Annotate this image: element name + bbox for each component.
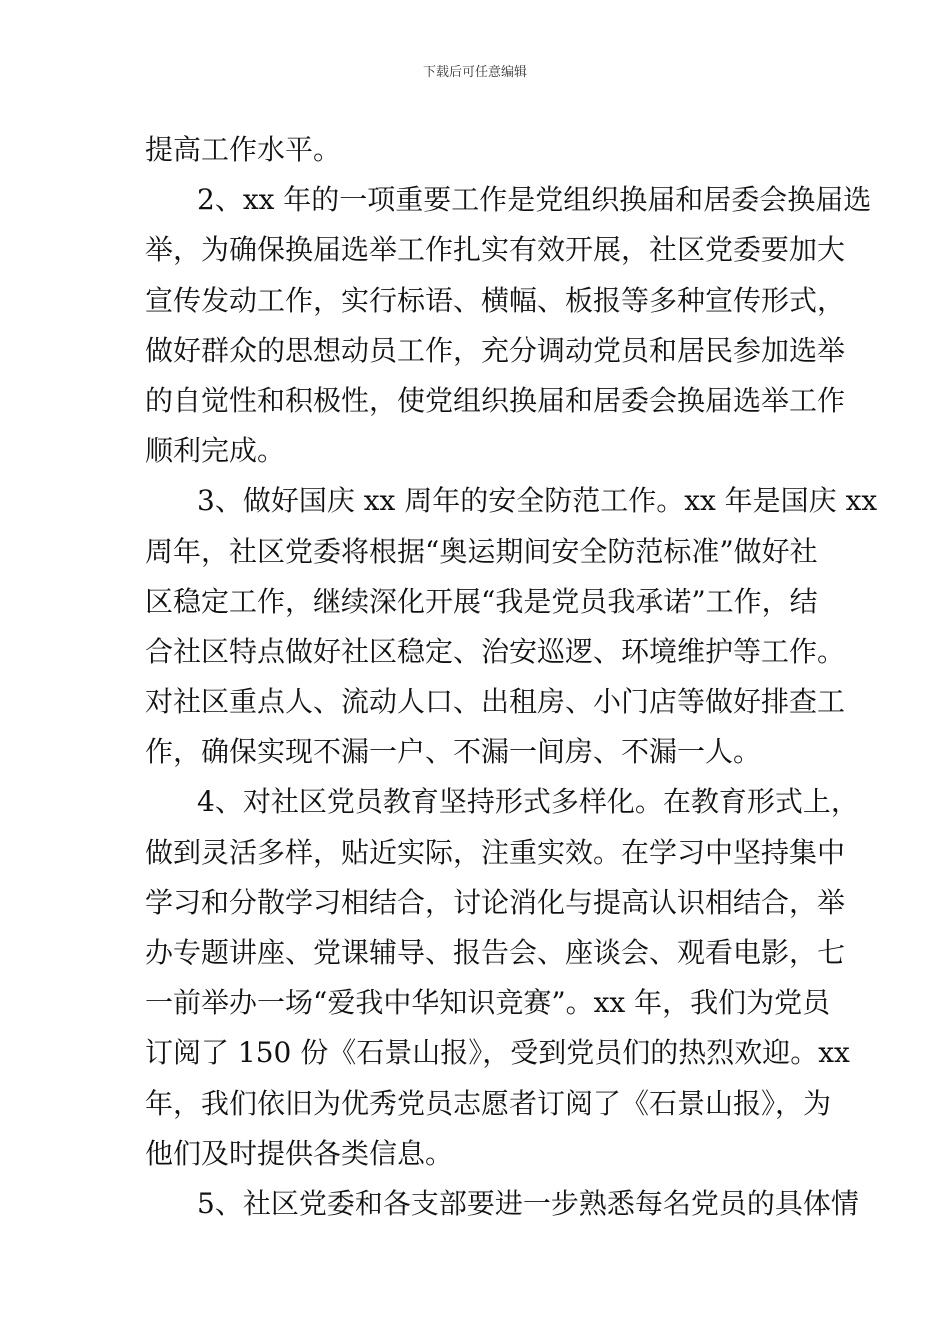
text-line: 3、做好国庆 xx 周年的安全防范工作。xx 年是国庆 xx — [197, 484, 878, 518]
text-line: 2、xx 年的一项重要工作是党组织换届和居委会换届选 — [197, 183, 872, 217]
text-line: 宣传发动工作，实行标语、横幅、板报等多种宣传形式， — [145, 283, 846, 317]
text-line: 作，确保实现不漏一户、不漏一间房、不漏一人。 — [145, 735, 762, 769]
text-line: 对社区重点人、流动人口、出租房、小门店等做好排查工 — [145, 685, 846, 719]
text-line: 提高工作水平。 — [145, 133, 342, 166]
text-line: 订阅了 150 份《石景山报》，受到党员们的热烈欢迎。xx — [145, 1036, 850, 1070]
text-line: 一前举办一场“爱我中华知识竞赛”。xx 年，我们为党员 — [145, 986, 831, 1020]
text-line: 5、社区党委和各支部要进一步熟悉每名党员的具体情 — [197, 1186, 859, 1220]
text-line: 办专题讲座、党课辅导、报告会、座谈会、观看电影，七 — [145, 936, 846, 969]
document-body — [145, 125, 878, 1229]
text-line: 周年，社区党委将根据“奥运期间安全防范标准”做好社 — [145, 534, 818, 568]
page-header: 下载后可任意编辑 — [422, 65, 527, 80]
text-line: 合社区特点做好社区稳定、治安巡逻、环境维护等工作。 — [145, 634, 846, 668]
text-line: 区稳定工作，继续深化开展“我是党员我承诺”工作，结 — [145, 584, 818, 618]
text-line: 他们及时提供各类信息。 — [145, 1136, 454, 1170]
text-line: 做好群众的思想动员工作，充分调动党员和居民参加选举 — [145, 333, 846, 367]
text-line: 举，为确保换届选举工作扎实有效开展，社区党委要加大 — [145, 233, 846, 267]
text-line: 做到灵活多样，贴近实际，注重实效。在学习中坚持集中 — [145, 835, 846, 869]
text-line: 学习和分散学习相结合，讨论消化与提高认识相结合，举 — [145, 885, 846, 919]
text-line: 的自觉性和积极性，使党组织换届和居委会换届选举工作 — [145, 383, 846, 417]
text-line: 4、对社区党员教育坚持形式多样化。在教育形式上， — [197, 785, 859, 819]
text-line: 顺利完成。 — [145, 434, 286, 468]
text-line: 年，我们依旧为优秀党员志愿者订阅了《石景山报》，为 — [145, 1086, 832, 1120]
